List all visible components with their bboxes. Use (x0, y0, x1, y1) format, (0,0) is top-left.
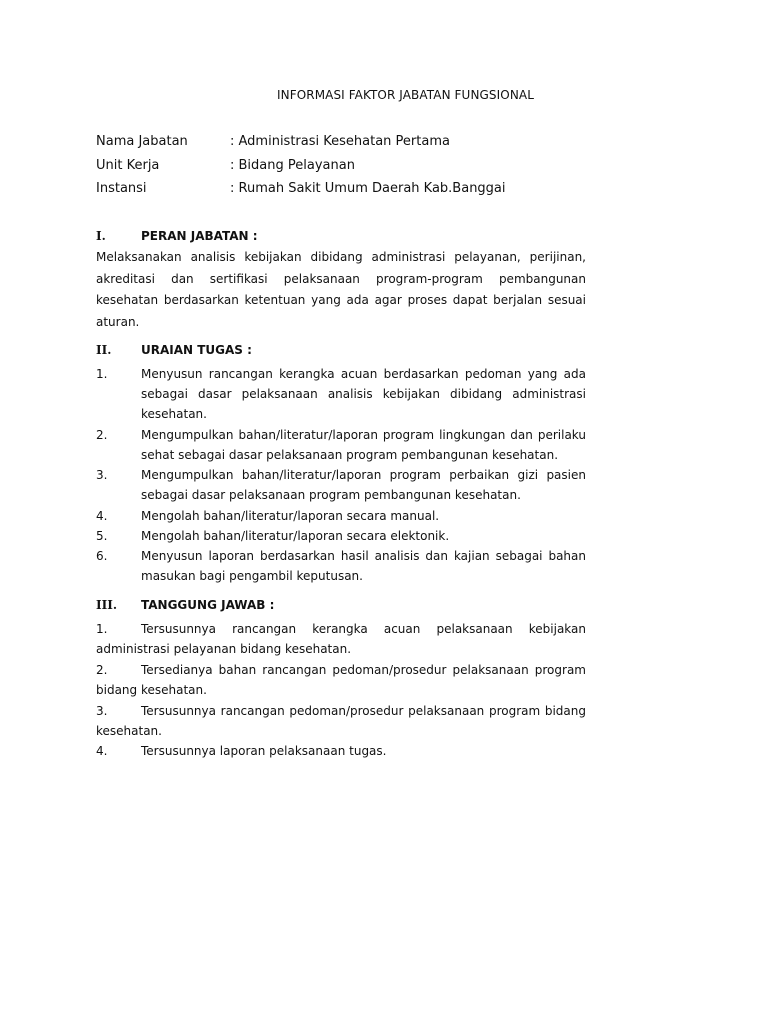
info-value: : Rumah Sakit Umum Daerah Kab.Banggai (230, 181, 506, 196)
info-label: Unit Kerja (96, 158, 160, 173)
list-item-text: Menyusun laporan berdasarkan hasil analisis dan kajian sebagai bahan masukan bagi pengambil keputusan. (141, 549, 586, 583)
info-label: Instansi (96, 181, 147, 196)
list-item (96, 526, 586, 546)
list-item-text: Tersedianya bahan rancangan pedoman/prosedur pelaksanaan program bidang kesehatan. (96, 663, 586, 697)
section-number: II. (96, 343, 112, 357)
list-item (96, 660, 586, 700)
list-item-number: 2. (96, 428, 108, 442)
list-item-text: Mengumpulkan bahan/literatur/laporan program lingkungan dan perilaku sehat sebagai dasar pelaksanaan program pembangunan kesehatan. (141, 428, 586, 462)
list-item-text: Mengolah bahan/literatur/laporan secara elektonik. (141, 529, 450, 543)
section-number: I. (96, 229, 106, 243)
list-item-text: Mengolah bahan/literatur/laporan secara manual. (141, 509, 440, 523)
list-item-number: 1. (96, 622, 108, 636)
list-item (96, 465, 586, 505)
section-title: TANGGUNG JAWAB : (141, 598, 275, 612)
list-item-number: 3. (96, 704, 108, 718)
list-item-number: 4. (96, 509, 108, 523)
list-item-text: Tersusunnya rancangan kerangka acuan pelaksanaan kebijakan administrasi pelayanan bidang kesehatan. (96, 622, 586, 656)
section-number: III. (96, 598, 118, 612)
list-item-number: 4. (96, 744, 108, 758)
list-item-text: Menyusun rancangan kerangka acuan berdasarkan pedoman yang ada sebagai dasar pelaksanaan analisis kebijakan dibidang administrasi kesehatan. (141, 367, 586, 421)
list-item-number: 6. (96, 549, 108, 563)
list-item (96, 506, 586, 526)
list-item-text: Tersusunnya rancangan pedoman/prosedur pelaksanaan program bidang kesehatan. (96, 704, 586, 738)
peran-jabatan-paragraph: Melaksanakan analisis kebijakan dibidang administrasi pelayanan, perijinan, akreditasi dan sertifikasi pelaksanaan program-program pembangunan kesehatan berdasarkan ketentuan yang ada agar proses dapat berjalan sesuai aturan. (96, 250, 586, 329)
list-item (96, 741, 586, 761)
list-item-text: Tersusunnya laporan pelaksanaan tugas. (141, 744, 387, 758)
list-item (96, 425, 586, 465)
list-item (96, 619, 586, 659)
info-value: : Bidang Pelayanan (230, 158, 355, 173)
list-item (96, 546, 586, 586)
list-item (96, 364, 586, 424)
document-title: INFORMASI FAKTOR JABATAN FUNGSIONAL (277, 88, 534, 102)
section-title: URAIAN TUGAS : (141, 343, 252, 357)
list-item-number: 2. (96, 663, 108, 677)
list-item (96, 701, 586, 741)
info-value: : Administrasi Kesehatan Pertama (230, 134, 450, 149)
list-item-text: Mengumpulkan bahan/literatur/laporan program perbaikan gizi pasien sebagai dasar pelaksanaan program pembangunan kesehatan. (141, 468, 586, 502)
list-item-number: 5. (96, 529, 108, 543)
section-title: PERAN JABATAN : (141, 229, 258, 243)
list-item-number: 1. (96, 367, 108, 381)
info-label: Nama Jabatan (96, 134, 188, 149)
list-item-number: 3. (96, 468, 108, 482)
